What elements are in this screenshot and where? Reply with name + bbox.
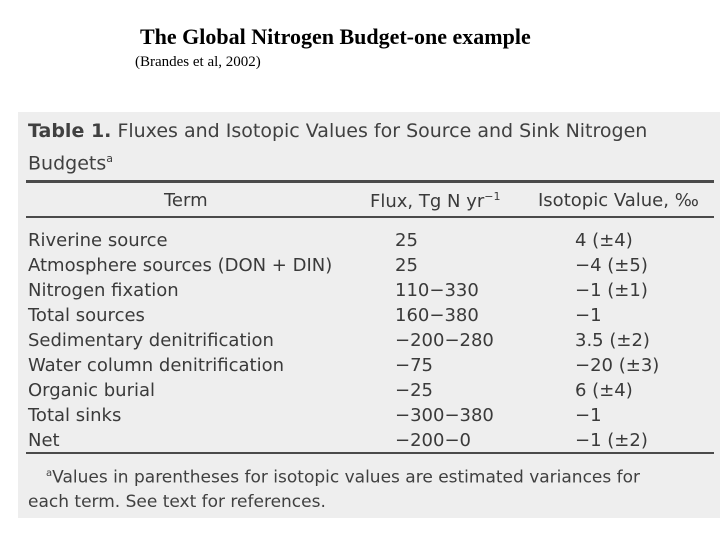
table-row xyxy=(18,253,720,278)
slide-title: The Global Nitrogen Budget-one example xyxy=(140,24,531,49)
table-row xyxy=(18,278,720,303)
cell-term: Water column denitrification xyxy=(28,355,285,376)
footnote-text-1: Values in parentheses for isotopic values are estimated variances for xyxy=(52,467,641,488)
cell-term: Total sources xyxy=(28,305,145,326)
table-caption xyxy=(28,118,647,177)
table-row xyxy=(18,378,720,403)
cell-flux: −200−280 xyxy=(395,330,494,351)
table-row xyxy=(18,303,720,328)
cell-term: Net xyxy=(28,430,60,451)
top-rule xyxy=(26,180,714,183)
cell-flux: 25 xyxy=(395,255,418,276)
cell-isotopic: 6 (±4) xyxy=(575,380,633,401)
table-row xyxy=(18,228,720,253)
cell-term: Sedimentary denitrification xyxy=(28,330,274,351)
cell-isotopic: −1 xyxy=(575,305,602,326)
table-row xyxy=(18,353,720,378)
slide-citation: (Brandes et al, 2002) xyxy=(135,54,261,70)
cell-isotopic: 4 (±4) xyxy=(575,230,633,251)
table-label: Table 1. xyxy=(28,120,112,142)
table-caption-text: Fluxes and Isotopic Values for Source and Sink Nitrogen xyxy=(117,120,648,142)
table-row xyxy=(18,403,720,428)
column-header-isotopic: Isotopic Value, ‰ xyxy=(538,190,699,211)
cell-flux: 160−380 xyxy=(395,305,479,326)
cell-isotopic: 3.5 (±2) xyxy=(575,330,650,351)
cell-isotopic: −20 (±3) xyxy=(575,355,660,376)
footnote-line-2: each term. See text for references. xyxy=(28,491,326,512)
cell-term: Atmosphere sources (DON + DIN) xyxy=(28,255,333,276)
cell-flux: −25 xyxy=(395,380,433,401)
table-row xyxy=(18,328,720,353)
cell-isotopic: −1 xyxy=(575,405,602,426)
cell-flux: 25 xyxy=(395,230,418,251)
cell-term: Organic burial xyxy=(28,380,156,401)
cell-flux: −300−380 xyxy=(395,405,494,426)
table-caption-mark: a xyxy=(106,152,113,165)
header-rule xyxy=(26,216,714,218)
column-header-flux xyxy=(370,190,500,212)
table-row xyxy=(18,428,720,453)
footnote-line-1 xyxy=(28,462,640,490)
cell-flux: 110−330 xyxy=(395,280,479,301)
bottom-rule xyxy=(26,452,714,454)
column-header-term: Term xyxy=(164,190,208,211)
table-body xyxy=(18,228,720,453)
table-caption-line2: Budgets xyxy=(28,152,107,175)
cell-term: Riverine source xyxy=(28,230,168,251)
column-header-flux-exp: −1 xyxy=(484,190,501,203)
table-footnote xyxy=(28,462,640,514)
cell-isotopic: −1 (±2) xyxy=(575,430,648,451)
column-header-flux-text: Flux, Tg N yr xyxy=(370,191,485,212)
cell-isotopic: −4 (±5) xyxy=(575,255,648,276)
cell-term: Total sinks xyxy=(28,405,122,426)
footnote-mark: a xyxy=(46,468,53,479)
cell-term: Nitrogen fixation xyxy=(28,280,179,301)
cell-isotopic: −1 (±1) xyxy=(575,280,648,301)
scanned-table-image xyxy=(18,112,720,518)
cell-flux: −75 xyxy=(395,355,433,376)
cell-flux: −200−0 xyxy=(395,430,471,451)
